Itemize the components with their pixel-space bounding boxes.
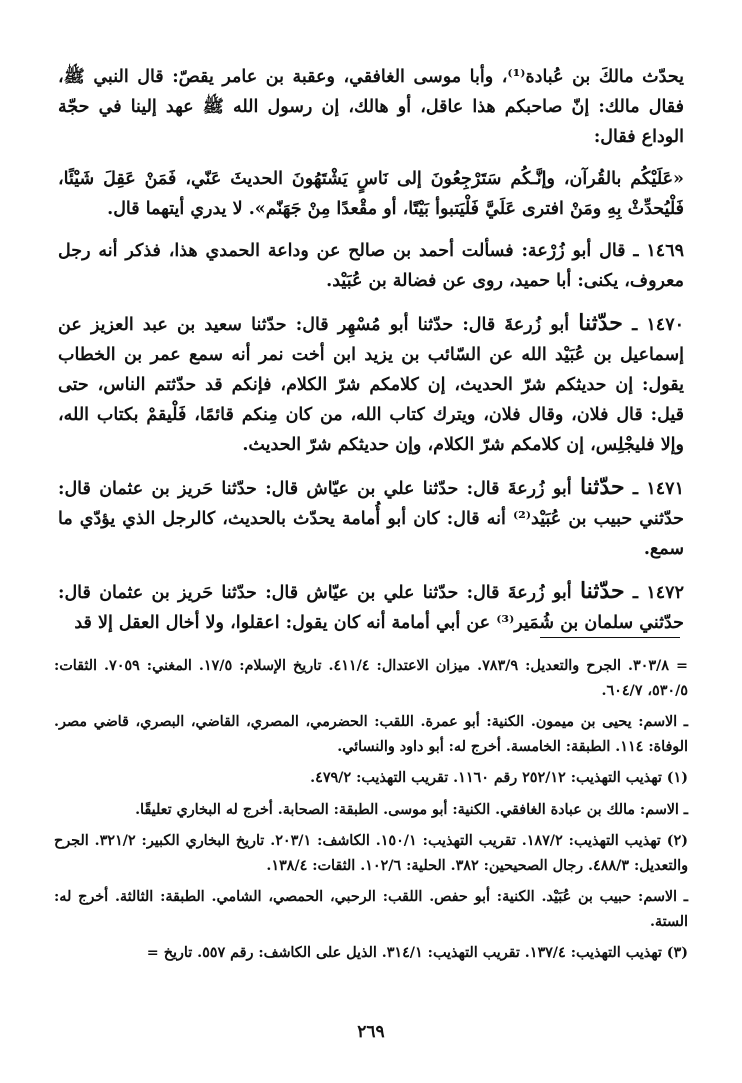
page-number: ٢٦٩ xyxy=(357,1022,385,1042)
footnote-divider xyxy=(540,637,680,638)
paragraph-1472 xyxy=(58,576,684,638)
footnote-1-name: ـ الاسم: مالك بن عبادة الغافقي. الكنية: أبو موسى. الطبقة: الصحابة. أخرج له البخاري تعليقًا. xyxy=(135,801,688,818)
paragraph-1470 xyxy=(58,308,684,460)
footnote-continued: = ٣٠٣/٨. الجرح والتعديل: ٧٨٣/٩. ميزان الاعتدال: ٤١١/٤. تاريخ الإسلام: ١٧/٥. المغني: ٧٠٥٩. الثقات: ٥٣٠/٥، ٦٠٤/٧. xyxy=(54,658,688,699)
footnote-1: (١) تهذيب التهذيب: ٢٥٢/١٢ رقم ١١٦٠. تقريب التهذيب: ٤٧٩/٢. xyxy=(310,770,688,786)
hadith-number: ١٤٧٢ ـ xyxy=(632,583,684,603)
narration-keyword: حدّثنا xyxy=(579,578,625,604)
paragraph-text: أبو زُرعةَ قال: حدّثنا علي بن عيّاش قال: حدّثنا حَريز بن عثمان قال: حدّثني سلمان بن شُمَير⁽³⁾ عن أبي أمامة أنه كان يقول: اعقلوا، ولا أخال العقل إلا قد xyxy=(58,583,684,633)
footnote-2: (٢) تهذيب التهذيب: ١٨٧/٢. تقريب التهذيب: ١٥٠/١. الكاشف: ٢٠٣/١. تاريخ البخاري الكبير: ٣٢١/٢. الجرح والتعديل: ٤٨٨/٣. رجال الصحيحين: ٣٨٢. الحلية: ١٠٢/٦. الثقات: ١٣٨/٤. xyxy=(54,833,688,874)
paragraph-text: أبو زُرعةَ قال: حدّثنا أبو مُسْهِر قال: حدّثنا سعيد بن عبد العزيز عن إسماعيل بن عُبَيْد الله عن السّائب بن يزيد ابن أخت نمر أنه سمع عمر بن الخطاب يقول: إن حديثكم شرّ الحديث، إن كلامكم شرّ الكلام، فإنكم قد حدّثتم الناس، حتى قيل: قال فلان، وقال فلان، ويترك كتاب الله، من كان مِنكم قائمًا، فَلْيقمْ بكتاب الله، وإلا فليجْلِس، إن كلامكم شرّ الكلام، وإن حديثكم شرّ الحديث. xyxy=(58,315,684,455)
footnote-2-name: ـ الاسم: حبيب بن عُبَيْد. الكنية: أبو حفص. اللقب: الرحبي، الحمصي، الشامي. الطبقة: الثالثة. أخرج له: الستة. xyxy=(54,889,688,930)
footnotes xyxy=(54,654,688,973)
hadith-quote: «عَلَيْكُم بالقُرآن، وإنَّـكُم سَتَرْجِعُونَ إلى نَاسٍ يَشْتَهُونَ الحديثَ عَنّي، فَمَنْ عَقِلَ شَيْئًا، فَلْيُحدِّثْ بِهِ ومَنْ افترى عَلَيَّ فَلْيَتبوأ بَيْتًا، أو مقْعدًا مِنْ جَهَنّم». لا يدري أيتهما قال. xyxy=(58,169,684,219)
narration-keyword: حدّثنا xyxy=(579,474,625,500)
paragraph-1469: ١٤٦٩ ـ قال أبو زُرْعة: فسألت أحمد بن صالح عن وداعة الحمدي هذا، فذكر أنه رجل معروف، يكنى: أبا حميد، روى عن فضالة بن عُبَيْد. xyxy=(58,241,684,291)
paragraph-text: أبو زُرعةَ قال: حدّثنا علي بن عيّاش قال: حدّثنا حَريز بن عثمان قال: حدّثني حبيب بن عُبَيْد⁽²⁾ أنه قال: كان أبو أُمامة يحدّث بالحديث، كالرجل الذي يؤدّي ما سمع. xyxy=(58,479,684,559)
paragraph-continuation: يحدّث مالكَ بن عُبادة⁽¹⁾، وأبا موسى الغافقي، وعقبة بن عامر يقصّ: قال النبي ﷺ، فقال مالك: إنّ صاحبكم هذا عاقل، أو هالك، إن رسول الله ﷺ عهد إلينا في حجّة الوداع فقال: xyxy=(58,67,684,147)
footnote-3: (٣) تهذيب التهذيب: ١٣٧/٤. تقريب التهذيب: ٣١٤/١. الذيل على الكاشف: رقم ٥٥٧. تاريخ = xyxy=(146,945,688,961)
main-text xyxy=(58,62,684,650)
hadith-number: ١٤٧١ ـ xyxy=(632,479,684,499)
footnote-continued-name: ـ الاسم: يحيى بن ميمون. الكنية: أبو عمرة. اللقب: الحضرمي، المصري، القاضي، البصري، قاضي مصر. الوفاة: ١١٤. الطبقة: الخامسة. أخرج له: أبو داود والنسائي. xyxy=(54,714,688,755)
narration-keyword: حدّثنا xyxy=(578,310,623,336)
hadith-number: ١٤٧٠ ـ xyxy=(632,315,684,335)
paragraph-1471 xyxy=(58,472,684,564)
